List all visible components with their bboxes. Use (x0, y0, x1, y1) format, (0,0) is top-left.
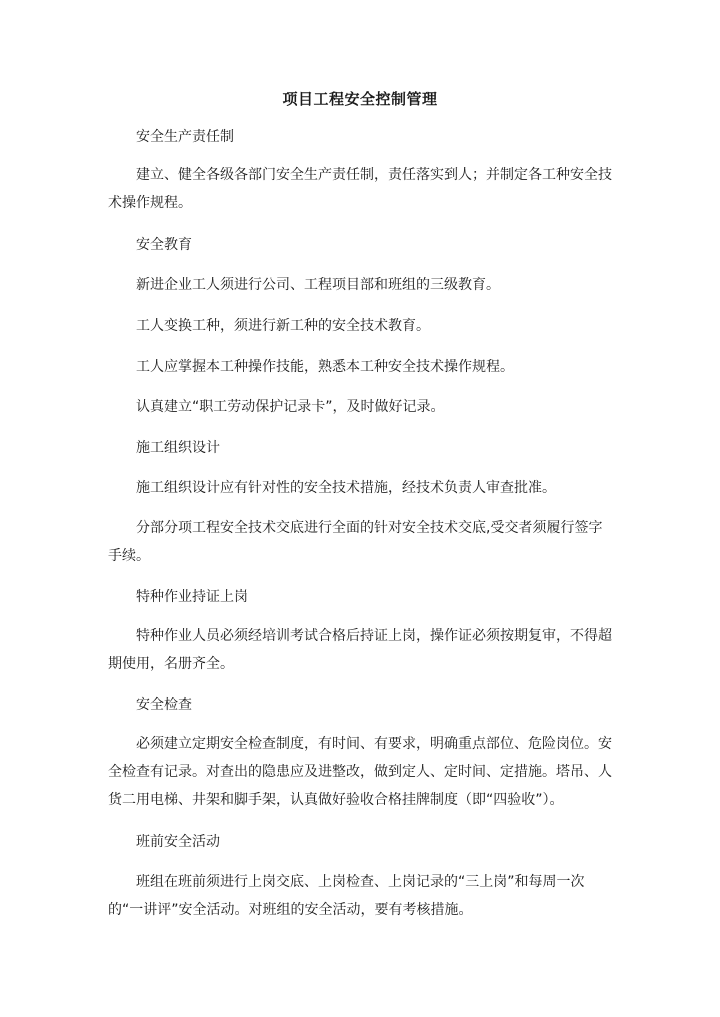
section-heading-pre-shift-activity: 班前安全活动 (136, 834, 220, 850)
section-heading-safety-responsibility: 安全生产责任制 (136, 129, 234, 145)
paragraph: 工人应掌握本工种操作技能，熟悉本工种安全技术操作规程。 (136, 359, 514, 375)
section-heading-special-operations: 特种作业持证上岗 (136, 589, 248, 605)
paragraph: 班组在班前须进行上岗交底、上岗检查、上岗记录的“三上岗”和每周一次的“一讲评”安全活动。对班组的安全活动，要有考核措施。 (108, 874, 585, 918)
section-heading-safety-education: 安全教育 (136, 237, 192, 253)
section-heading-construction-design: 施工组织设计 (136, 440, 220, 456)
paragraph: 施工组织设计应有针对性的安全技术措施，经技术负责人审查批准。 (136, 480, 556, 496)
paragraph: 必须建立定期安全检查制度，有时间、有要求，明确重点部位、危险岗位。安全检查有记录。对查出的隐患应及进整改，做到定人、定时间、定措施。塔吊、人货二用电梯、井架和脚手架，认真做好验收合格挂牌制度（即“四验收”）。 (108, 736, 612, 808)
paragraph: 新进企业工人须进行公司、工程项目部和班组的三级教育。 (136, 277, 500, 293)
paragraph: 认真建立“职工劳动保护记录卡”，及时做好记录。 (136, 399, 445, 415)
paragraph: 特种作业人员必须经培训考试合格后持证上岗，操作证必须按期复审，不得超期使用，名册齐全。 (108, 628, 612, 672)
section-heading-safety-inspection: 安全检查 (136, 697, 192, 713)
document-title: 项目工程安全控制管理 (282, 90, 438, 108)
paragraph: 分部分项工程安全技术交底进行全面的针对安全技术交底,受交者须履行签字手续。 (108, 520, 603, 564)
paragraph: 工人变换工种，须进行新工种的安全技术教育。 (136, 318, 430, 334)
paragraph: 建立、健全各级各部门安全生产责任制，责任落实到人；并制定各工种安全技术操作规程。 (108, 167, 612, 211)
